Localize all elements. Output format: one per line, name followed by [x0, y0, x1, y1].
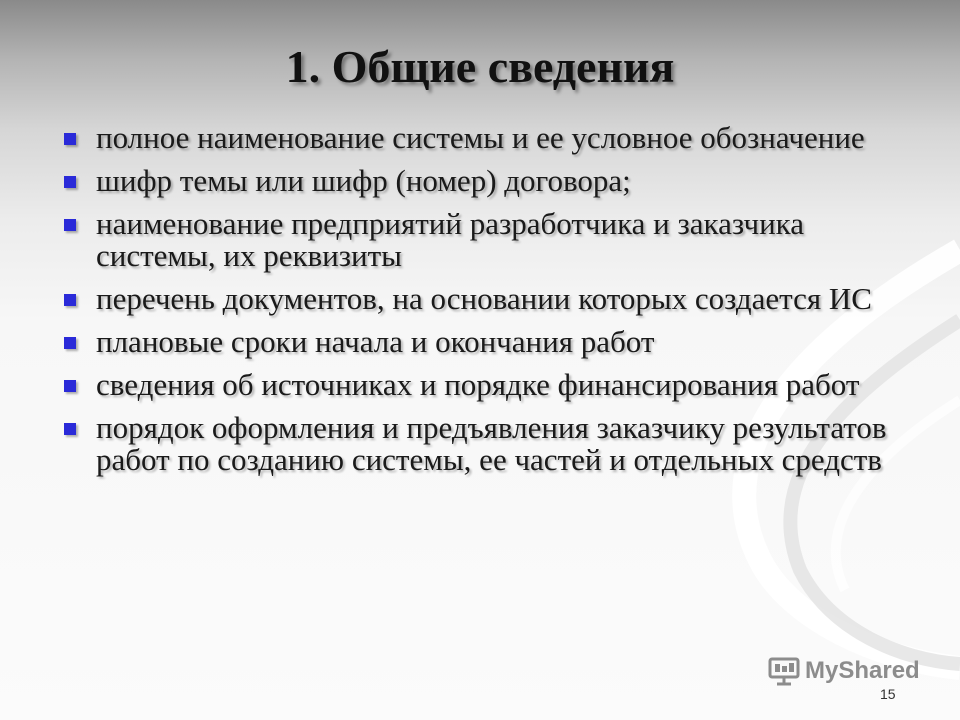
square-bullet-icon [64, 380, 76, 392]
bullet-item [60, 369, 930, 401]
square-bullet-icon [64, 176, 76, 188]
watermark-text: MyShared [805, 657, 920, 684]
bullet-text: перечень документов, на основании которых создается ИС [96, 281, 872, 316]
square-bullet-icon [64, 133, 76, 145]
bullet-item [60, 208, 930, 272]
bullet-item [60, 122, 930, 154]
square-bullet-icon [64, 294, 76, 306]
page-number: 15 [880, 686, 896, 702]
slide-title: 1. Общие сведения [285, 41, 675, 92]
bullet-text: полное наименование системы и ее условное обозначение [96, 120, 865, 155]
bullet-text: порядок оформления и предъявления заказчику результатов работ по созданию системы, ее частей и отдельных средств [96, 410, 887, 477]
bullet-text: плановые сроки начала и окончания работ [96, 324, 655, 359]
bullet-text: шифр темы или шифр (номер) договора; [96, 163, 631, 198]
square-bullet-icon [64, 337, 76, 349]
myshared-watermark [768, 656, 920, 686]
bullet-item [60, 412, 930, 476]
square-bullet-icon [64, 423, 76, 435]
bullet-item [60, 165, 930, 197]
bullet-list [60, 122, 930, 487]
bullet-text: наименование предприятий разработчика и заказчика системы, их реквизиты [96, 206, 805, 273]
presentation-screen-icon [768, 656, 800, 686]
bullet-item [60, 283, 930, 315]
bullet-item [60, 326, 930, 358]
bullet-text: сведения об источниках и порядке финансирования работ [96, 367, 860, 402]
square-bullet-icon [64, 219, 76, 231]
